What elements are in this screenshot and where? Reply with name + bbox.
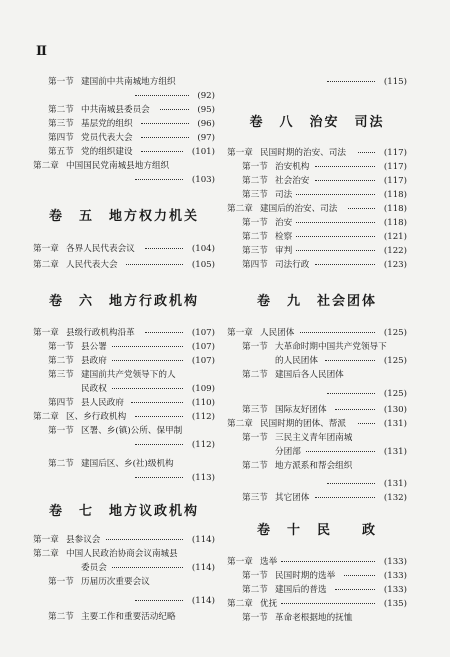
leader-dots — [141, 123, 189, 124]
section-label: 第四节 — [48, 398, 74, 408]
section-label: 第三节 — [242, 405, 268, 415]
page-ref: (101) — [191, 147, 215, 157]
entry-title: 大革命时期中国共产党领导下 — [275, 342, 387, 352]
page-ref: (118) — [383, 190, 407, 200]
toc-entry — [33, 382, 215, 396]
leader-dots — [135, 444, 183, 445]
leader-dots — [315, 497, 375, 498]
page-ref: (104) — [191, 244, 215, 254]
entry-title: 党的组织建设 — [81, 147, 133, 157]
page-ref: (131) — [383, 419, 407, 429]
toc-entry — [227, 340, 407, 354]
toc-entry — [227, 555, 407, 569]
leader-dots — [126, 264, 183, 265]
toc-entry — [227, 216, 407, 230]
entry-title: 检察 — [275, 232, 293, 242]
page-ref: (122) — [383, 246, 407, 256]
section-label: 第一节 — [48, 77, 74, 87]
leader-dots — [344, 575, 375, 576]
toc-entry — [33, 340, 215, 354]
section-label: 第二节 — [242, 585, 268, 595]
page-ref: (125) — [383, 356, 407, 366]
entry-title: 民国时期的选举 — [275, 571, 336, 581]
chapter-label: 第二章 — [227, 204, 253, 214]
entry-title: 治安机构 — [275, 162, 310, 172]
chapter-label: 第二章 — [227, 599, 253, 609]
toc-entry — [227, 403, 407, 417]
entry-title: 人民代表大会 — [66, 260, 118, 270]
page-ref: (107) — [191, 342, 215, 352]
entry-title: 中共南城县委员会 — [81, 105, 150, 115]
entry-title: 县公署 — [81, 342, 107, 352]
entry-title: 中国国民党南城县地方组织 — [66, 161, 170, 171]
page-ref: (114) — [191, 535, 215, 545]
page-ref: (113) — [191, 473, 215, 483]
section-label: 第三节 — [242, 190, 268, 200]
leader-dots — [112, 360, 183, 361]
chapter-label: 第二章 — [33, 161, 59, 171]
section-label: 第一节 — [242, 433, 268, 443]
entry-title: 党员代表大会 — [81, 133, 133, 143]
volume-heading: 卷 九 社会团体 — [256, 294, 377, 309]
toc-entry — [33, 159, 215, 173]
page-ref: (133) — [383, 585, 407, 595]
leader-dots — [358, 423, 375, 424]
entry-title: 地方派系和帮会组织 — [275, 461, 353, 471]
entry-title: 选举 — [260, 557, 278, 567]
toc-entry — [33, 410, 215, 424]
leader-dots — [296, 194, 375, 195]
section-label: 第一节 — [48, 426, 74, 436]
page-ref: (110) — [191, 398, 215, 408]
page-ref: (125) — [383, 328, 407, 338]
entry-title: 区、乡行政机构 — [66, 412, 127, 422]
leader-dots — [141, 137, 189, 138]
page-ref: (117) — [383, 162, 407, 172]
entry-title: 革命老根据地的抚恤 — [275, 613, 353, 623]
entry-title: 建国后的普选 — [275, 585, 327, 595]
entry-title: 县人民政府 — [81, 398, 124, 408]
toc-entry — [227, 431, 407, 445]
entry-title: 民政权 — [81, 384, 107, 394]
page-number: Ⅱ — [36, 44, 47, 59]
leader-dots — [315, 180, 375, 181]
toc-entry — [227, 244, 407, 258]
toc-entry — [33, 594, 215, 608]
section-label: 第二节 — [48, 459, 74, 469]
page-ref: (131) — [383, 479, 407, 489]
leader-dots — [135, 600, 183, 601]
entry-title: 三民主义青年团南城 — [275, 433, 353, 443]
entry-title: 区署、乡(镇)公所、保甲制 — [81, 426, 183, 436]
entry-title: 治安 — [275, 218, 293, 228]
page-ref: (109) — [191, 384, 215, 394]
leader-dots — [300, 332, 375, 333]
section-label: 第一节 — [242, 162, 268, 172]
toc-entry — [33, 561, 215, 575]
page-ref: (92) — [197, 91, 215, 101]
page-ref: (107) — [191, 328, 215, 338]
toc-entry — [227, 230, 407, 244]
chapter-label: 第二章 — [33, 412, 59, 422]
toc-entry — [227, 569, 407, 583]
toc-entry — [33, 258, 215, 272]
chapter-label: 第一章 — [227, 328, 253, 338]
toc-entry — [227, 597, 407, 611]
entry-title: 审判 — [275, 246, 293, 256]
chapter-label: 第一章 — [33, 244, 59, 254]
page-ref: (125) — [383, 389, 407, 399]
toc-entry — [33, 354, 215, 368]
toc-entry — [33, 424, 215, 438]
page-ref: (117) — [383, 176, 407, 186]
entry-title: 各界人民代表会议 — [66, 244, 135, 254]
volume-heading: 卷 八 治安 司法 — [249, 115, 385, 130]
chapter-label: 第二章 — [227, 419, 253, 429]
leader-dots — [327, 81, 375, 82]
section-label: 第三节 — [242, 246, 268, 256]
leader-dots — [135, 179, 183, 180]
toc-entry — [227, 75, 407, 89]
section-label: 第一节 — [242, 571, 268, 581]
page-ref: (117) — [383, 148, 407, 158]
section-label: 第三节 — [242, 493, 268, 503]
toc-entry — [33, 145, 215, 159]
toc-entry — [227, 611, 407, 625]
chapter-label: 第二章 — [33, 260, 59, 270]
page-ref: (103) — [191, 175, 215, 185]
page-ref: (107) — [191, 356, 215, 366]
leader-dots — [112, 567, 183, 568]
leader-dots — [296, 236, 375, 237]
entry-title: 委员会 — [81, 563, 107, 573]
leader-dots — [106, 539, 183, 540]
leader-dots — [335, 409, 375, 410]
leader-dots — [160, 109, 189, 110]
volume-heading: 卷 十 民 政 — [256, 523, 377, 538]
section-label: 第一节 — [242, 218, 268, 228]
toc-entry — [227, 174, 407, 188]
page-ref: (112) — [191, 440, 215, 450]
page-ref: (105) — [191, 260, 215, 270]
page-ref: (121) — [383, 232, 407, 242]
section-label: 第一节 — [48, 342, 74, 352]
toc-entry — [227, 417, 407, 431]
leader-dots — [135, 477, 183, 478]
entry-title: 历届历次重要会议 — [81, 577, 150, 587]
entry-title: 司法 — [275, 190, 293, 200]
section-label: 第四节 — [242, 260, 268, 270]
entry-title: 基层党的组织 — [81, 119, 133, 129]
entry-title: 建国后的治安、司法 — [260, 204, 338, 214]
section-label: 第一节 — [242, 613, 268, 623]
entry-title: 主要工作和重要活动纪略 — [81, 612, 176, 622]
page-ref: (96) — [197, 119, 215, 129]
page-ref: (132) — [383, 493, 407, 503]
volume-heading: 卷 六 地方行政机构 — [48, 294, 199, 309]
entry-title: 建国前共产党领导下的人 — [81, 370, 176, 380]
leader-dots — [296, 250, 375, 251]
page-ref: (95) — [197, 105, 215, 115]
leader-dots — [325, 360, 375, 361]
toc-entry — [227, 477, 407, 491]
section-label: 第二节 — [242, 370, 268, 380]
toc-entry — [227, 202, 407, 216]
toc-entry — [33, 173, 215, 187]
section-label: 第五节 — [48, 147, 74, 157]
toc-entry — [33, 242, 215, 256]
leader-dots — [327, 483, 375, 484]
chapter-label: 第一章 — [33, 535, 59, 545]
page-ref: (130) — [383, 405, 407, 415]
leader-dots — [327, 393, 375, 394]
section-label: 第二节 — [48, 356, 74, 366]
section-label: 第三节 — [48, 370, 74, 380]
toc-entry — [227, 160, 407, 174]
toc-entry — [33, 117, 215, 131]
entry-title: 司法行政 — [275, 260, 310, 270]
toc-entry — [33, 75, 215, 89]
toc-entry — [33, 438, 215, 452]
section-label: 第二节 — [242, 176, 268, 186]
leader-dots — [141, 151, 183, 152]
volume-heading: 卷 七 地方议政机构 — [48, 504, 199, 519]
leader-dots — [112, 388, 183, 389]
toc-entry — [33, 610, 215, 624]
toc-entry — [227, 326, 407, 340]
page-ref: (133) — [383, 557, 407, 567]
page-ref: (123) — [383, 260, 407, 270]
toc-entry — [33, 103, 215, 117]
section-label: 第一节 — [48, 577, 74, 587]
page-ref: (114) — [191, 563, 215, 573]
toc-entry — [33, 575, 215, 589]
chapter-label: 第一章 — [227, 557, 253, 567]
section-label: 第二节 — [242, 461, 268, 471]
leader-dots — [112, 346, 183, 347]
toc-entry — [227, 387, 407, 401]
leader-dots — [348, 208, 375, 209]
page-ref: (115) — [383, 77, 407, 87]
toc-entry — [227, 583, 407, 597]
toc-entry — [33, 396, 215, 410]
leader-dots — [281, 561, 375, 562]
toc-entry — [227, 491, 407, 505]
leader-dots — [315, 264, 375, 265]
leader-dots — [315, 166, 375, 167]
entry-title: 建国前中共南城地方组织 — [81, 77, 176, 87]
page-ref: (112) — [191, 412, 215, 422]
toc-entry — [227, 258, 407, 272]
page-ref: (114) — [191, 596, 215, 606]
page-ref: (97) — [197, 133, 215, 143]
toc-entry — [33, 533, 215, 547]
chapter-label: 第二章 — [33, 549, 59, 559]
page-ref: (131) — [383, 447, 407, 457]
section-label: 第三节 — [48, 119, 74, 129]
volume-heading: 卷 五 地方权力机关 — [48, 209, 199, 224]
leader-dots — [358, 152, 375, 153]
toc-entry — [227, 459, 407, 473]
toc-entry — [33, 547, 215, 561]
toc-entry — [33, 457, 215, 471]
entry-title: 人民团体 — [260, 328, 295, 338]
section-label: 第二节 — [48, 612, 74, 622]
entry-title: 社会治安 — [275, 176, 310, 186]
entry-title: 中国人民政治协商会议南城县 — [66, 549, 178, 559]
leader-dots — [145, 332, 183, 333]
chapter-label: 第一章 — [227, 148, 253, 158]
page-ref: (118) — [383, 218, 407, 228]
section-label: 第二节 — [48, 105, 74, 115]
entry-title: 分团部 — [275, 447, 301, 457]
leader-dots — [335, 589, 375, 590]
toc-entry — [227, 188, 407, 202]
toc-entry — [227, 146, 407, 160]
entry-title: 民国时期的治安、司法 — [260, 148, 346, 158]
entry-title: 县政府 — [81, 356, 107, 366]
entry-title: 国际友好团体 — [275, 405, 327, 415]
toc-entry — [227, 354, 407, 368]
leader-dots — [131, 402, 183, 403]
entry-title: 县参议会 — [66, 535, 101, 545]
toc-entry — [33, 326, 215, 340]
entry-title: 县级行政机构沿革 — [66, 328, 135, 338]
page-ref: (135) — [383, 599, 407, 609]
leader-dots — [306, 451, 375, 452]
toc-entry — [227, 368, 407, 382]
entry-title: 的人民团体 — [275, 356, 318, 366]
toc-entry — [33, 471, 215, 485]
section-label: 第四节 — [48, 133, 74, 143]
toc-entry — [33, 131, 215, 145]
entry-title: 优抚 — [260, 599, 278, 609]
leader-dots — [135, 95, 189, 96]
section-label: 第一节 — [242, 342, 268, 352]
chapter-label: 第一章 — [33, 328, 59, 338]
leader-dots — [281, 603, 375, 604]
section-label: 第二节 — [242, 232, 268, 242]
leader-dots — [135, 416, 183, 417]
toc-entry — [33, 89, 215, 103]
page-ref: (133) — [383, 571, 407, 581]
entry-title: 民国时期的团体、帮派 — [260, 419, 346, 429]
entry-title: 其它团体 — [275, 493, 310, 503]
entry-title: 建国后区、乡(社)级机构 — [81, 459, 174, 469]
leader-dots — [145, 248, 183, 249]
entry-title: 建国后各人民团体 — [275, 370, 344, 380]
toc-entry — [33, 368, 215, 382]
toc-entry — [227, 445, 407, 459]
leader-dots — [296, 222, 375, 223]
page-ref: (118) — [383, 204, 407, 214]
